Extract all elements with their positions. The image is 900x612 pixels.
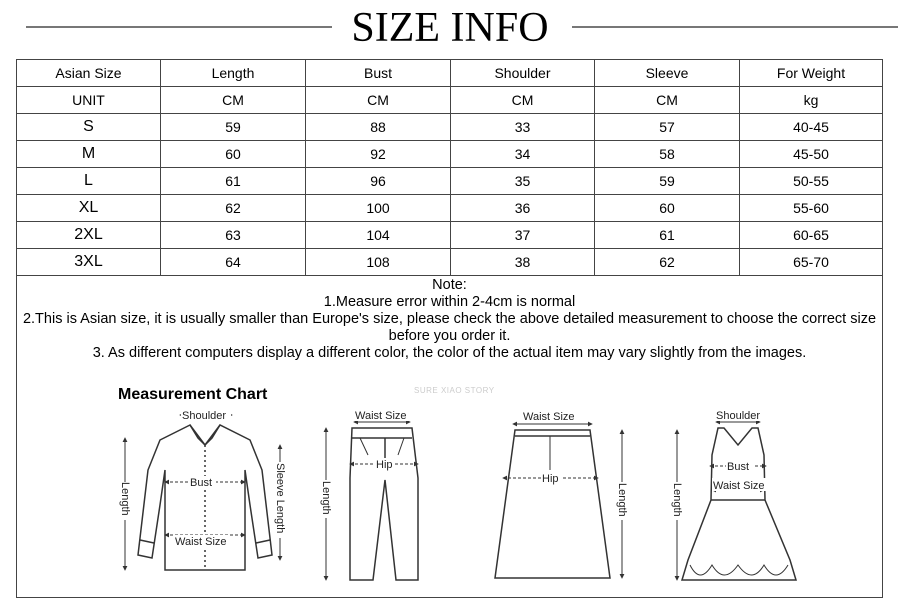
header-cell: Shoulder [451,60,595,87]
note-line-3: 3. As different computers display a different color, the color of the actual item may vary slightly from the images. [92,345,807,361]
table-cell: 59 [595,168,740,195]
size-cell: 3XL [17,249,161,276]
note-line-2-cont: before you order it. [388,328,511,344]
dress-length-label: Length [671,483,683,517]
header-cell: Sleeve [595,60,740,87]
unit-cell: CM [161,87,306,114]
table-cell: 50-55 [740,168,883,195]
table-cell: 34 [451,141,595,168]
dress-waist-label: Waist Size [713,480,765,492]
table-cell: 61 [161,168,306,195]
table-cell: 88 [306,114,451,141]
table-cell: 64 [161,249,306,276]
table-cell: 108 [306,249,451,276]
table-cell: 40-45 [740,114,883,141]
table-cell: 35 [451,168,595,195]
unit-cell: UNIT [17,87,161,114]
measurement-chart-title: Measurement Chart [118,386,268,403]
size-cell: 2XL [17,222,161,249]
shirt-bust-label: Bust [190,477,213,489]
table-cell: 36 [451,195,595,222]
table-cell: 92 [306,141,451,168]
table-cell: 45-50 [740,141,883,168]
pants-figure [326,422,418,580]
table-cell: 61 [595,222,740,249]
table-cell: 37 [451,222,595,249]
table-cell: 65-70 [740,249,883,276]
table-cell: 63 [161,222,306,249]
table-cell: 60 [595,195,740,222]
size-cell: S [17,114,161,141]
header-cell: Bust [306,60,451,87]
table-cell: 58 [595,141,740,168]
size-cell: XL [17,195,161,222]
header-cell: For Weight [740,60,883,87]
table-cell: 33 [451,114,595,141]
skirt-figure [495,424,622,578]
shirt-waist-label: Waist Size [175,536,227,548]
unit-cell: CM [595,87,740,114]
watermark: SURE XIAO STORY [414,386,495,395]
skirt-waist-label: Waist Size [523,411,575,423]
size-cell: M [17,141,161,168]
header-cell: Asian Size [17,60,161,87]
notes-heading: Note: [432,277,467,293]
table-cell: 59 [161,114,306,141]
table-cell: 60-65 [740,222,883,249]
table-cell: 62 [161,195,306,222]
header-cell: Length [161,60,306,87]
table-cell: 38 [451,249,595,276]
table-cell: 57 [595,114,740,141]
table-cell: 62 [595,249,740,276]
page-title: SIZE INFO [351,5,549,51]
size-cell: L [17,168,161,195]
table-cell: 100 [306,195,451,222]
unit-cell: CM [451,87,595,114]
shirt-sleeve-label: Sleeve Length [274,463,286,534]
table-cell: 55-60 [740,195,883,222]
dress-bust-label: Bust [727,461,750,473]
skirt-length-label: Length [616,483,628,517]
dress-shoulder-label: Shoulder [716,410,761,422]
unit-cell: kg [740,87,883,114]
note-line-1: 1.Measure error within 2-4cm is normal [323,294,576,310]
table-cell: 104 [306,222,451,249]
pants-hip-label: Hip [376,459,393,471]
skirt-hip-label: Hip [542,473,559,485]
shirt-length-label: Length [119,482,131,516]
shirt-shoulder-label: Shoulder [182,410,227,422]
note-line-2: 2.This is Asian size, it is usually smaller than Europe's size, please check the above detailed measurement to choose the correct size [22,311,877,327]
unit-cell: CM [306,87,451,114]
dress-figure [677,422,796,580]
pants-length-label: Length [320,481,332,515]
pants-waist-label: Waist Size [355,410,407,422]
table-cell: 96 [306,168,451,195]
table-cell: 60 [161,141,306,168]
